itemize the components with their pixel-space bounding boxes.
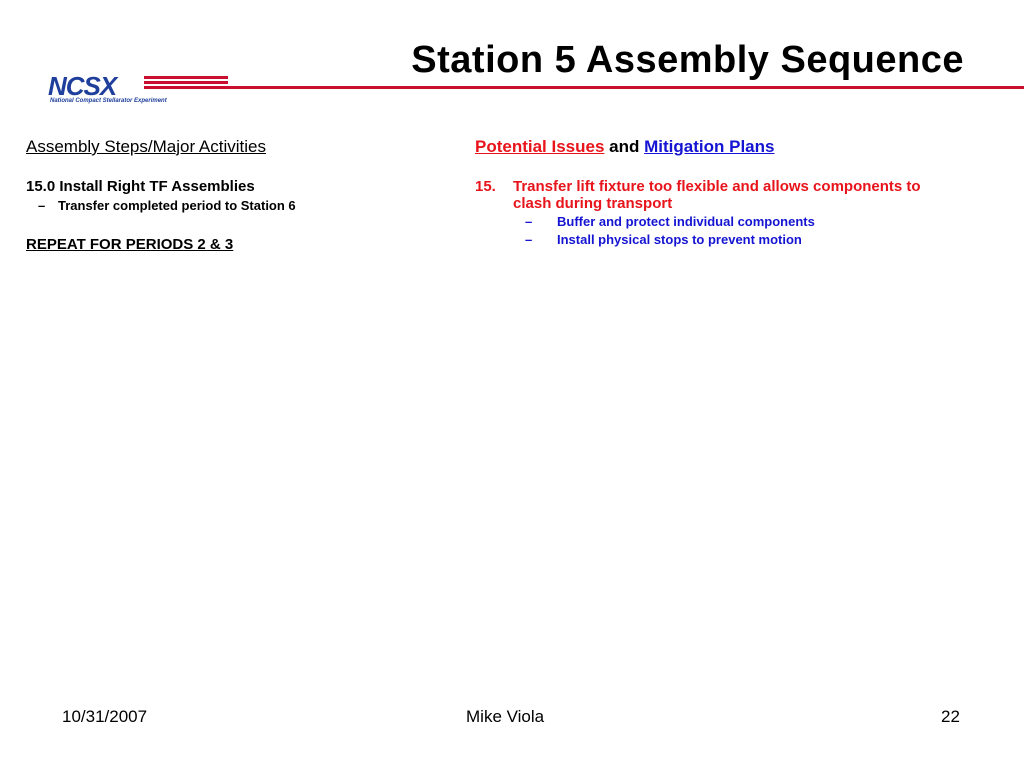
- potential-issues-label: Potential Issues: [475, 137, 605, 156]
- issue-text: Transfer lift fixture too flexible and allows components to clash during transport: [513, 178, 921, 212]
- step-subitem: [38, 198, 446, 214]
- mitigation-plans-label: Mitigation Plans: [644, 137, 775, 156]
- footer-author: Mike Viola: [466, 707, 545, 726]
- mitigation-item: [525, 214, 935, 230]
- issues-column: [475, 136, 935, 248]
- issue-number: 15.: [475, 178, 496, 195]
- logo-letters: NCSX: [48, 71, 117, 101]
- mitigation-text: Buffer and protect individual components: [557, 214, 815, 229]
- assembly-steps-column: [26, 136, 446, 254]
- dash-bullet: –: [525, 232, 533, 247]
- page-number: 22: [941, 707, 960, 726]
- mitigation-item: [525, 232, 935, 248]
- dash-bullet: –: [525, 214, 533, 229]
- assembly-steps-heading: Assembly Steps/Major Activities: [26, 137, 266, 156]
- issues-heading: [475, 136, 935, 158]
- logo-stripes: [144, 76, 228, 94]
- and-label: and: [609, 137, 640, 156]
- repeat-note: REPEAT FOR PERIODS 2 & 3: [26, 236, 234, 253]
- dash-bullet: –: [38, 198, 46, 213]
- logo-subtitle: National Compact Stellarator Experiment: [50, 98, 167, 104]
- title-divider: [166, 86, 1024, 89]
- issue-item: [475, 178, 935, 212]
- step-item: 15.0 Install Right TF Assemblies: [26, 178, 255, 195]
- step-subitem-text: Transfer completed period to Station 6: [58, 198, 296, 213]
- footer-date: 10/31/2007: [62, 707, 148, 726]
- mitigation-text: Install physical stops to prevent motion: [557, 232, 802, 247]
- ncsx-logo: [48, 72, 188, 108]
- slide-title: Station 5 Assembly Sequence: [411, 39, 964, 81]
